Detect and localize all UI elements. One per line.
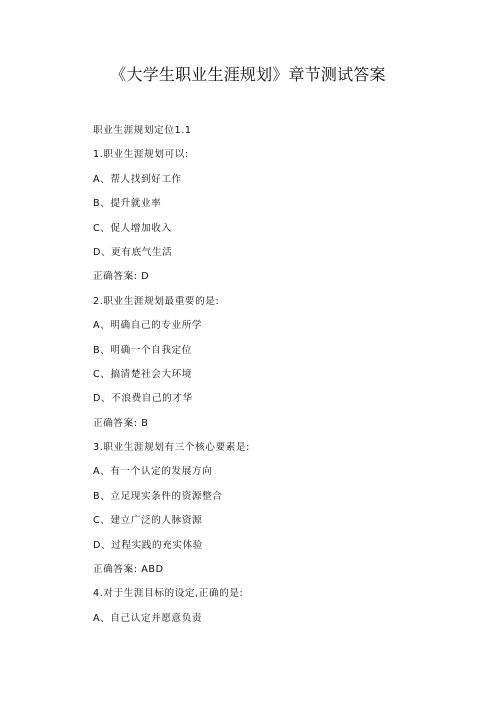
question-1: 1.职业生涯规划可以: bbox=[93, 149, 189, 161]
question-3-option-b: B、立足现实条件的资源整合 bbox=[93, 490, 223, 502]
question-2-option-a: A、明确自己的专业所学 bbox=[93, 320, 203, 332]
document-body bbox=[93, 124, 473, 636]
question-1-option-c: C、促人增加收入 bbox=[93, 222, 172, 234]
question-3-option-d: D、过程实践的充实体验 bbox=[93, 539, 203, 551]
question-2-option-c: C、搞清楚社会大环境 bbox=[93, 368, 193, 380]
question-2-option-d: D、不浪费自己的才华 bbox=[93, 393, 193, 405]
question-4: 4.对于生涯目标的设定,正确的是: bbox=[93, 588, 244, 600]
question-2-answer: 正确答案: B bbox=[93, 417, 149, 429]
question-4-option-a: A、自己认定并愿意负责 bbox=[93, 612, 203, 624]
question-3-option-c: C、建立广泛的人脉资源 bbox=[93, 515, 203, 527]
section-heading: 职业生涯规划定位1.1 bbox=[93, 125, 192, 136]
question-1-answer: 正确答案: D bbox=[93, 271, 150, 283]
question-3-answer: 正确答案: ABD bbox=[93, 564, 164, 576]
question-1-option-a: A、帮人找到好工作 bbox=[93, 173, 182, 185]
question-3: 3.职业生涯规划有三个核心要素是: bbox=[93, 442, 250, 454]
question-2: 2.职业生涯规划最重要的是: bbox=[93, 295, 220, 307]
question-3-option-a: A、有一个认定的发展方向 bbox=[93, 466, 213, 478]
question-1-option-d: D、更有底气生活 bbox=[93, 246, 173, 258]
question-2-option-b: B、明确一个自我定位 bbox=[93, 344, 192, 356]
question-1-option-b: B、提升就业率 bbox=[93, 198, 162, 210]
document-title: 《大学生职业生涯规划》章节测试答案 bbox=[110, 65, 386, 84]
